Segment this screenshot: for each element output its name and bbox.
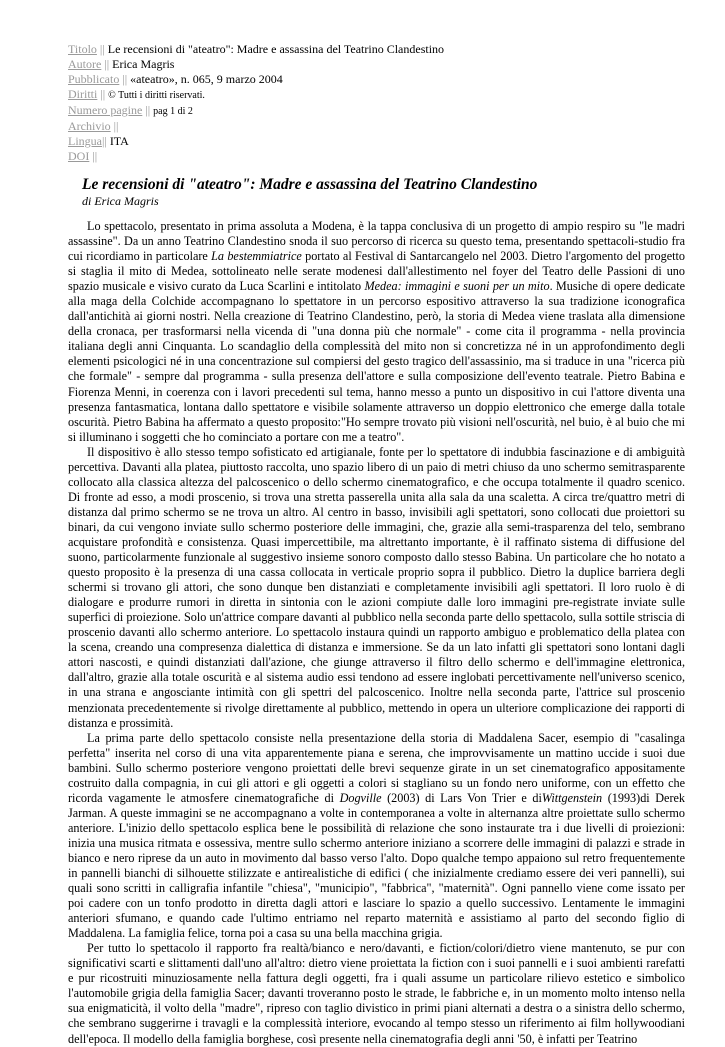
meta-separator: || <box>110 119 119 133</box>
meta-value-lingua: ITA <box>109 134 129 148</box>
text-run: Lo spettacolo, presentato in prima assoluta a Modena, è la tappa conclusiva di un progetto di ampio respiro su "le madri assassine". Da un anno Teatrino Clandestino snoda il suo percorso di ricerca su questo tema, presentando spettacoli-studio fra cui ricordiamo in particolare <box>68 219 685 264</box>
meta-row-lingua <box>68 134 688 149</box>
meta-value-numero-pagine: pag 1 di 2 <box>153 106 193 117</box>
meta-link-doi[interactable]: DOI <box>68 149 90 163</box>
article-title: Le recensioni di "ateatro": Madre e assassina del Teatrino Clandestino <box>82 176 538 193</box>
meta-value-pubblicato: «ateatro», n. 065, 9 marzo 2004 <box>130 72 283 86</box>
article-body <box>68 219 685 1047</box>
meta-value-autore: Erica Magris <box>112 57 175 71</box>
meta-row-diritti <box>68 87 688 103</box>
meta-link-diritti[interactable]: Diritti <box>68 87 98 101</box>
text-run: . Musiche di opere dedicate alla maga della Colchide accompagnano lo spettatore in un percorso espositivo attraverso la sua tradizione iconografica dall'antichità ai giorni nostri. Nella creazione di Teatrino Clandestino, però, la storia di Medea viene traslata alla dimensione della cronaca, per trasformarsi nella vicenda di "una donna più che normale" - come cita il programma - nella provincia italiana degli anni Cinquanta. Lo scandaglio della complessità del mito non si concretizza né in un approfondimento degli elementi psicologici né in una concentrazione sul compiersi del gesto tragico dell'assassinio, ma si traduce in una "ricerca più che formale" - sempre dal programma - sulla presenza dell'attore e sulla composizione dell'evento teatrale. Pietro Babina e Fiorenza Menni, in coerenza con i lavori precedenti sul tema, hanno messo a punto un dispositivo in cui l'attore diventa una presenza fantasmatica, lontana dallo spettatore e visibile solamente attraverso un doppio elettronico che emerge dalla totale oscurità. Pietro Babina ha affermato a questo proposito:"Ho sempre trovato più visioni nell'oscurità, nel buio, è al buio che mi si illuminano i soggetti che ho cominciato a portare con me a teatro". <box>68 279 685 444</box>
meta-row-numero-pagine <box>68 103 688 119</box>
meta-row-doi <box>68 149 688 164</box>
paragraph-4: Per tutto lo spettacolo il rapporto fra realtà/bianco e nero/davanti, e fiction/colori/dietro viene mantenuto, se pur con significativi scarti e slittamenti dall'uno all'altro: dietro viene proiettata la fiction con i suoi pannelli e i suoi ambienti rarefatti e pur ricostruiti minuziosamente nella fattura degli oggetti, fra i quali assume un particolare rilievo estetico e simbolico l'automobile grigia della famiglia Sacer; davanti troveranno posto le strade, le fabbriche e, in un momento molto intenso nella sua enigmaticità, il volto della "madre", ripreso con taglio divistico in primi piani alternati a destra o a sinistra dello schermo, che sembrano suggerirne i travagli e la complessità interiore, evocando al tempo stesso un riferimento ai film hollywoodiani dell'epoca. Il modello della famiglia borghese, così presente nella cinematografia degli anni '50, è infatti per Teatrino <box>68 941 685 1046</box>
meta-separator: || <box>119 72 131 86</box>
meta-row-archivio <box>68 119 688 134</box>
work-title: La bestemmiatrice <box>211 249 302 264</box>
text-run: portato al Festival di Santarcangelo nel 2003. Dietro l'argomento del progetto si staglia il mito di Medea, sottolineato nelle serate modenesi dall'allestimento nel foyer del Teatro delle Passioni di uno spazio musicale e visivo curato da Luca Scarlini e intitolato <box>68 249 685 294</box>
metadata-block <box>68 42 688 164</box>
meta-row-autore <box>68 57 688 72</box>
text-run: La prima parte dello spettacolo consiste nella presentazione della storia di Maddalena Sacer, esempio di "casalinga perfetta" inserita nel corso di una vita apparentemente piana e serena, che improvvisamente un mattino uccide i suoi due bambini. Sullo schermo posteriore vengono proiettati delle brevi sequenze girate in un set cinematografico appositamente costruito dalla compagnia, in cui gli attori e gli oggetti a colori si stagliano su un fondo nero uniforme, con un effetto che ricorda vagamente le atmosfere cinematografiche di <box>68 730 685 805</box>
meta-value-diritti: © Tutti i diritti riservati. <box>108 90 205 101</box>
meta-separator: || <box>89 149 98 163</box>
byline-prefix: di <box>82 194 95 208</box>
meta-value-titolo: Le recensioni di "ateatro": Madre e assassina del Teatrino Clandestino <box>107 42 445 56</box>
meta-link-archivio[interactable]: Archivio <box>68 119 111 133</box>
meta-separator: || <box>142 103 154 117</box>
meta-separator: || <box>101 57 113 71</box>
meta-separator: || <box>97 87 109 101</box>
exhibition-title: Medea: immagini e suoni per un mito <box>364 279 550 294</box>
meta-link-autore[interactable]: Autore <box>68 57 102 71</box>
meta-link-titolo[interactable]: Titolo <box>68 42 97 56</box>
meta-separator: || <box>102 134 110 148</box>
text-run: (1993)di Derek Jarman. A queste immagini se ne accompagnano a volte in contemporanea a volte in alternanza altre proiettate sullo schermo anteriore. L'inizio dello spettacolo esplica bene le possibilità di relazione che sono instaurate tra i due livelli di proiezioni: inizia una musica ritmata e ossessiva, mentre sullo schermo anteriore iniziano a scorrere delle immagini di palazzi e strade in bianco e nero riprese da un auto in movimento dal basso verso l'alto. Dopo qualche tempo appaiono sul retro frequentemente in pannelli bianchi di silhouette stilizzate e antirealistiche di edifici ( che inizialmente crediamo essere dei veri pannelli), sui quali sono scritti in calligrafia infantile "chiesa", "municipio", "fabbrica", "maternità". Ogni pannello viene come issato per poi cadere con un tonfo prodotto in diretta dagli attori e lasciare lo spazio a quello successivo. Lentamente le immagini anteriori sfumano, e quando cade l'ultimo entriamo nel reparto maternità e assistiamo al parto del secondo figlio di Maddalena. La famiglia felice, torna poi a casa su una bella macchina grigia. <box>68 790 686 941</box>
meta-link-pubblicato[interactable]: Pubblicato <box>68 72 120 86</box>
text-run: (2003) di Lars Von Trier e di <box>381 790 542 805</box>
film-title: Wittgenstein <box>541 790 603 805</box>
paragraph-3 <box>68 731 685 942</box>
meta-link-lingua[interactable]: Lingua <box>68 134 102 148</box>
byline <box>82 194 159 208</box>
meta-link-numero-pagine[interactable]: Numero pagine <box>68 103 143 117</box>
film-title: Dogville <box>339 790 382 805</box>
byline-author: Erica Magris <box>94 194 159 208</box>
meta-row-pubblicato <box>68 72 688 87</box>
meta-separator: || <box>96 42 108 56</box>
paragraph-1 <box>68 219 685 445</box>
meta-row-titolo <box>68 42 688 57</box>
paragraph-2: Il dispositivo è allo stesso tempo sofisticato ed artigianale, fonte per lo spettatore di indubbia fascinazione e di ambiguità percettiva. Davanti alla platea, piuttosto raccolta, uno spazio libero di un paio di metri chiuso da uno schermo semitrasparente collocato alla classica altezza del palcoscenico o dello schermo cinematografico, e che occupa totalmente il quadro scenico. Di fronte ad esso, a modi proscenio, si trova una stretta passerella unita alla sala da una scaletta. A circa tre/quattro metri di distanza dal primo schermo se ne trova un altro. Al centro in basso, invisibili agli spettatori, sono collocati due proiettori su binari, da cui vengono inviate sullo schermo posteriore delle immagini, che, grazie alla semi-trasparenza del telo, sembrano acquistare profondità e consistenza. Quasi impercettibile, ma altrettanto importante, è il raffinato sistema di diffusione del suono, particolarmente funzionale al suggestivo insieme sonoro composto dallo stesso Babina. Un particolare che ho notato a questo proposito è la presenza di una cassa collocata in verticale proprio sopra il pubblico. Dietro la duplice barriera degli schermi si trovano gli attori, che sono dunque ben distanziati e completamente invisibili agli spettatori. Il loro ruolo è di dialogare e produrre rumori in diretta in sintonia con le azioni compiute dalle loro immagini pre-registrate inviate sulle superfici di proiezione. Solo un'attrice compare davanti al pubblico nella seconda parte dello spettacolo, sulla sottile striscia di proscenio davanti allo schermo anteriore. Lo spettacolo instaura quindi un rapporto ambiguo e problematico della platea con la scena, creando una compresenza dialettica di distanza e immersione. Se da un lato infatti gli spettatori sono lontani dagli attori nascosti, e quindi distanziati dall'azione, che giunge attraverso il filtro dello schermo e dell'immagine elettronica, dall'altro, grazie alla totale oscurità e al sistema audio essi tendono ad essere inglobati percettivamente nell'universo scenico, in una strana e angosciante intimità con gli spettri del palcoscenico. Inoltre nella seconda parte, l'attrice sul proscenio menzionata precedentemente si rivolge direttamente al pubblico, mettendo in opera un ulteriore complicazione dei rapporti di distanza e prossimità. <box>68 444 685 730</box>
